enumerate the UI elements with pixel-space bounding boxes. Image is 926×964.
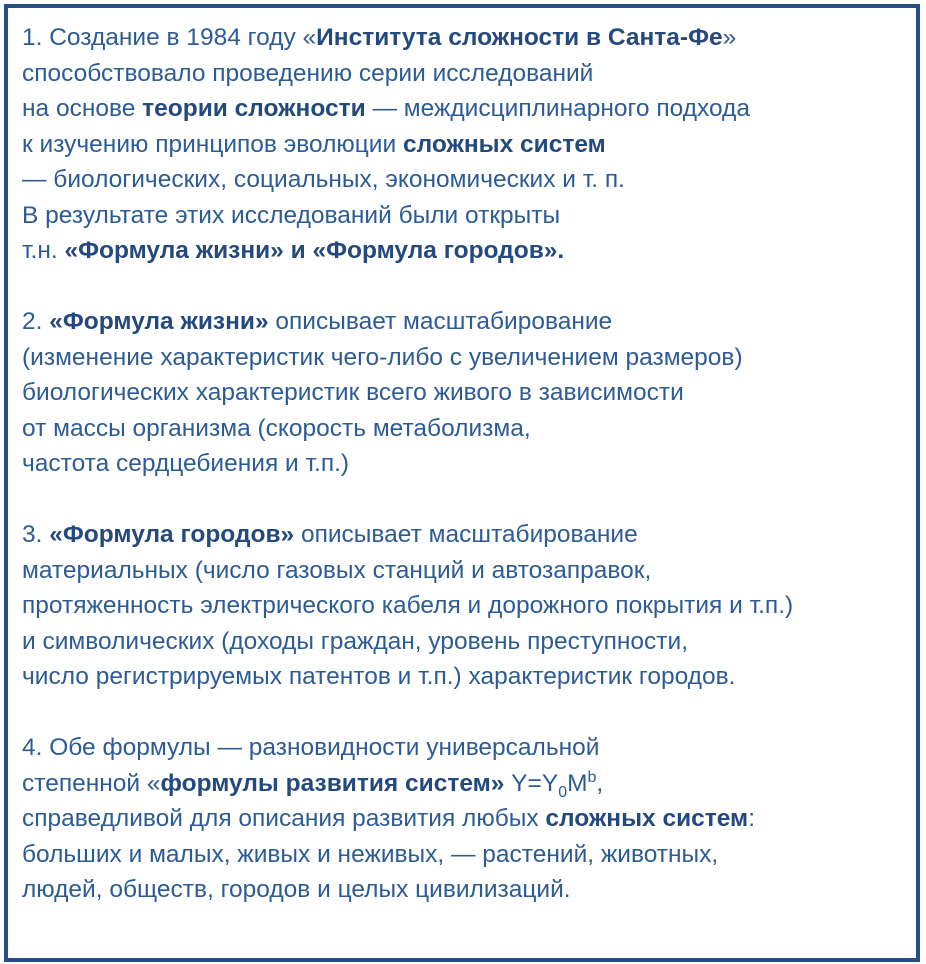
text-line [22,801,908,837]
text-run: 4. Обе формулы — разновидности универсальной [22,734,600,761]
paragraph-4 [22,730,908,908]
bold-text: сложных систем [402,130,606,158]
paragraph-2 [22,304,908,482]
text-run: людей, обществ, городов и целых цивилизаций. [22,876,571,903]
text-line [22,162,908,198]
text-run: 3. [22,521,50,548]
text-run: способствовало проведению серии исследований [22,59,594,87]
superscript-text: b [587,768,597,786]
text-run: 2. [22,308,50,335]
text-line [22,127,908,163]
text-line [22,517,908,553]
text-run: : [748,805,755,832]
text-run: Y=Y [504,769,559,797]
text-run: на основе [22,95,143,122]
bold-text: сложных систем [545,805,749,832]
text-run: — биологических, социальных, экономических и т. п. [22,166,625,193]
bold-text: формулы развития систем» [160,769,505,797]
text-line [22,340,908,376]
subscript-text: 0 [558,783,568,801]
text-run: степенной « [22,769,161,797]
bold-text: Института сложности в Санта-Фе [316,24,723,51]
document-frame [4,4,920,962]
text-run: протяженность электрического кабеля и дорожного покрытия и т.п.) [22,592,794,619]
text-run: больших и малых, живых и неживых, — растений, животных, [22,840,719,868]
text-run: материальных (число газовых станций и автозаправок, [22,556,652,584]
text-run: — междисциплинарного подхода [365,95,750,122]
text-line [22,446,908,482]
text-line [22,20,908,56]
text-run: описывает масштабирование [268,308,613,335]
text-line [22,375,908,411]
document-body [22,20,908,908]
bold-text: «Формула жизни» [49,308,269,335]
text-run: частота сердцебиения и т.п.) [22,450,350,477]
paragraph-gap [22,269,908,305]
bold-text: «Формула жизни» и «Формула городов». [64,237,565,264]
text-run: , [596,769,604,797]
paragraph-gap [22,482,908,518]
text-line [22,91,908,127]
text-line [22,766,908,802]
bold-text: «Формула городов» [49,521,295,548]
text-line [22,659,908,695]
text-line [22,304,908,340]
text-run: и символических (доходы граждан, уровень преступности, [22,627,688,655]
text-run: » [722,24,737,51]
text-run: от массы организма (скорость метаболизма, [22,414,531,442]
text-run: (изменение характеристик чего-либо с увеличением размеров) [22,343,743,371]
text-run: 1. Создание в 1984 году « [22,24,317,51]
text-run: т.н. [22,237,65,264]
text-line [22,837,908,873]
paragraph-3 [22,517,908,695]
text-line [22,624,908,660]
text-line [22,56,908,92]
text-run: В результате этих исследований были открыты [22,201,561,229]
text-line [22,198,908,234]
text-line [22,730,908,766]
text-run: M [567,769,588,797]
text-run: биологических характеристик всего живого в зависимости [22,379,684,406]
text-line [22,233,908,269]
text-run: к изучению принципов эволюции [22,130,403,158]
text-line [22,588,908,624]
text-run: описывает масштабирование [294,521,638,548]
text-line [22,411,908,447]
text-line [22,872,908,908]
bold-text: теории сложности [142,95,366,122]
text-run: число регистрируемых патентов и т.п.) характеристик городов. [22,663,736,690]
paragraph-gap [22,695,908,731]
text-line [22,553,908,589]
paragraph-1 [22,20,908,269]
text-run: справедливой для описания развития любых [22,805,546,832]
